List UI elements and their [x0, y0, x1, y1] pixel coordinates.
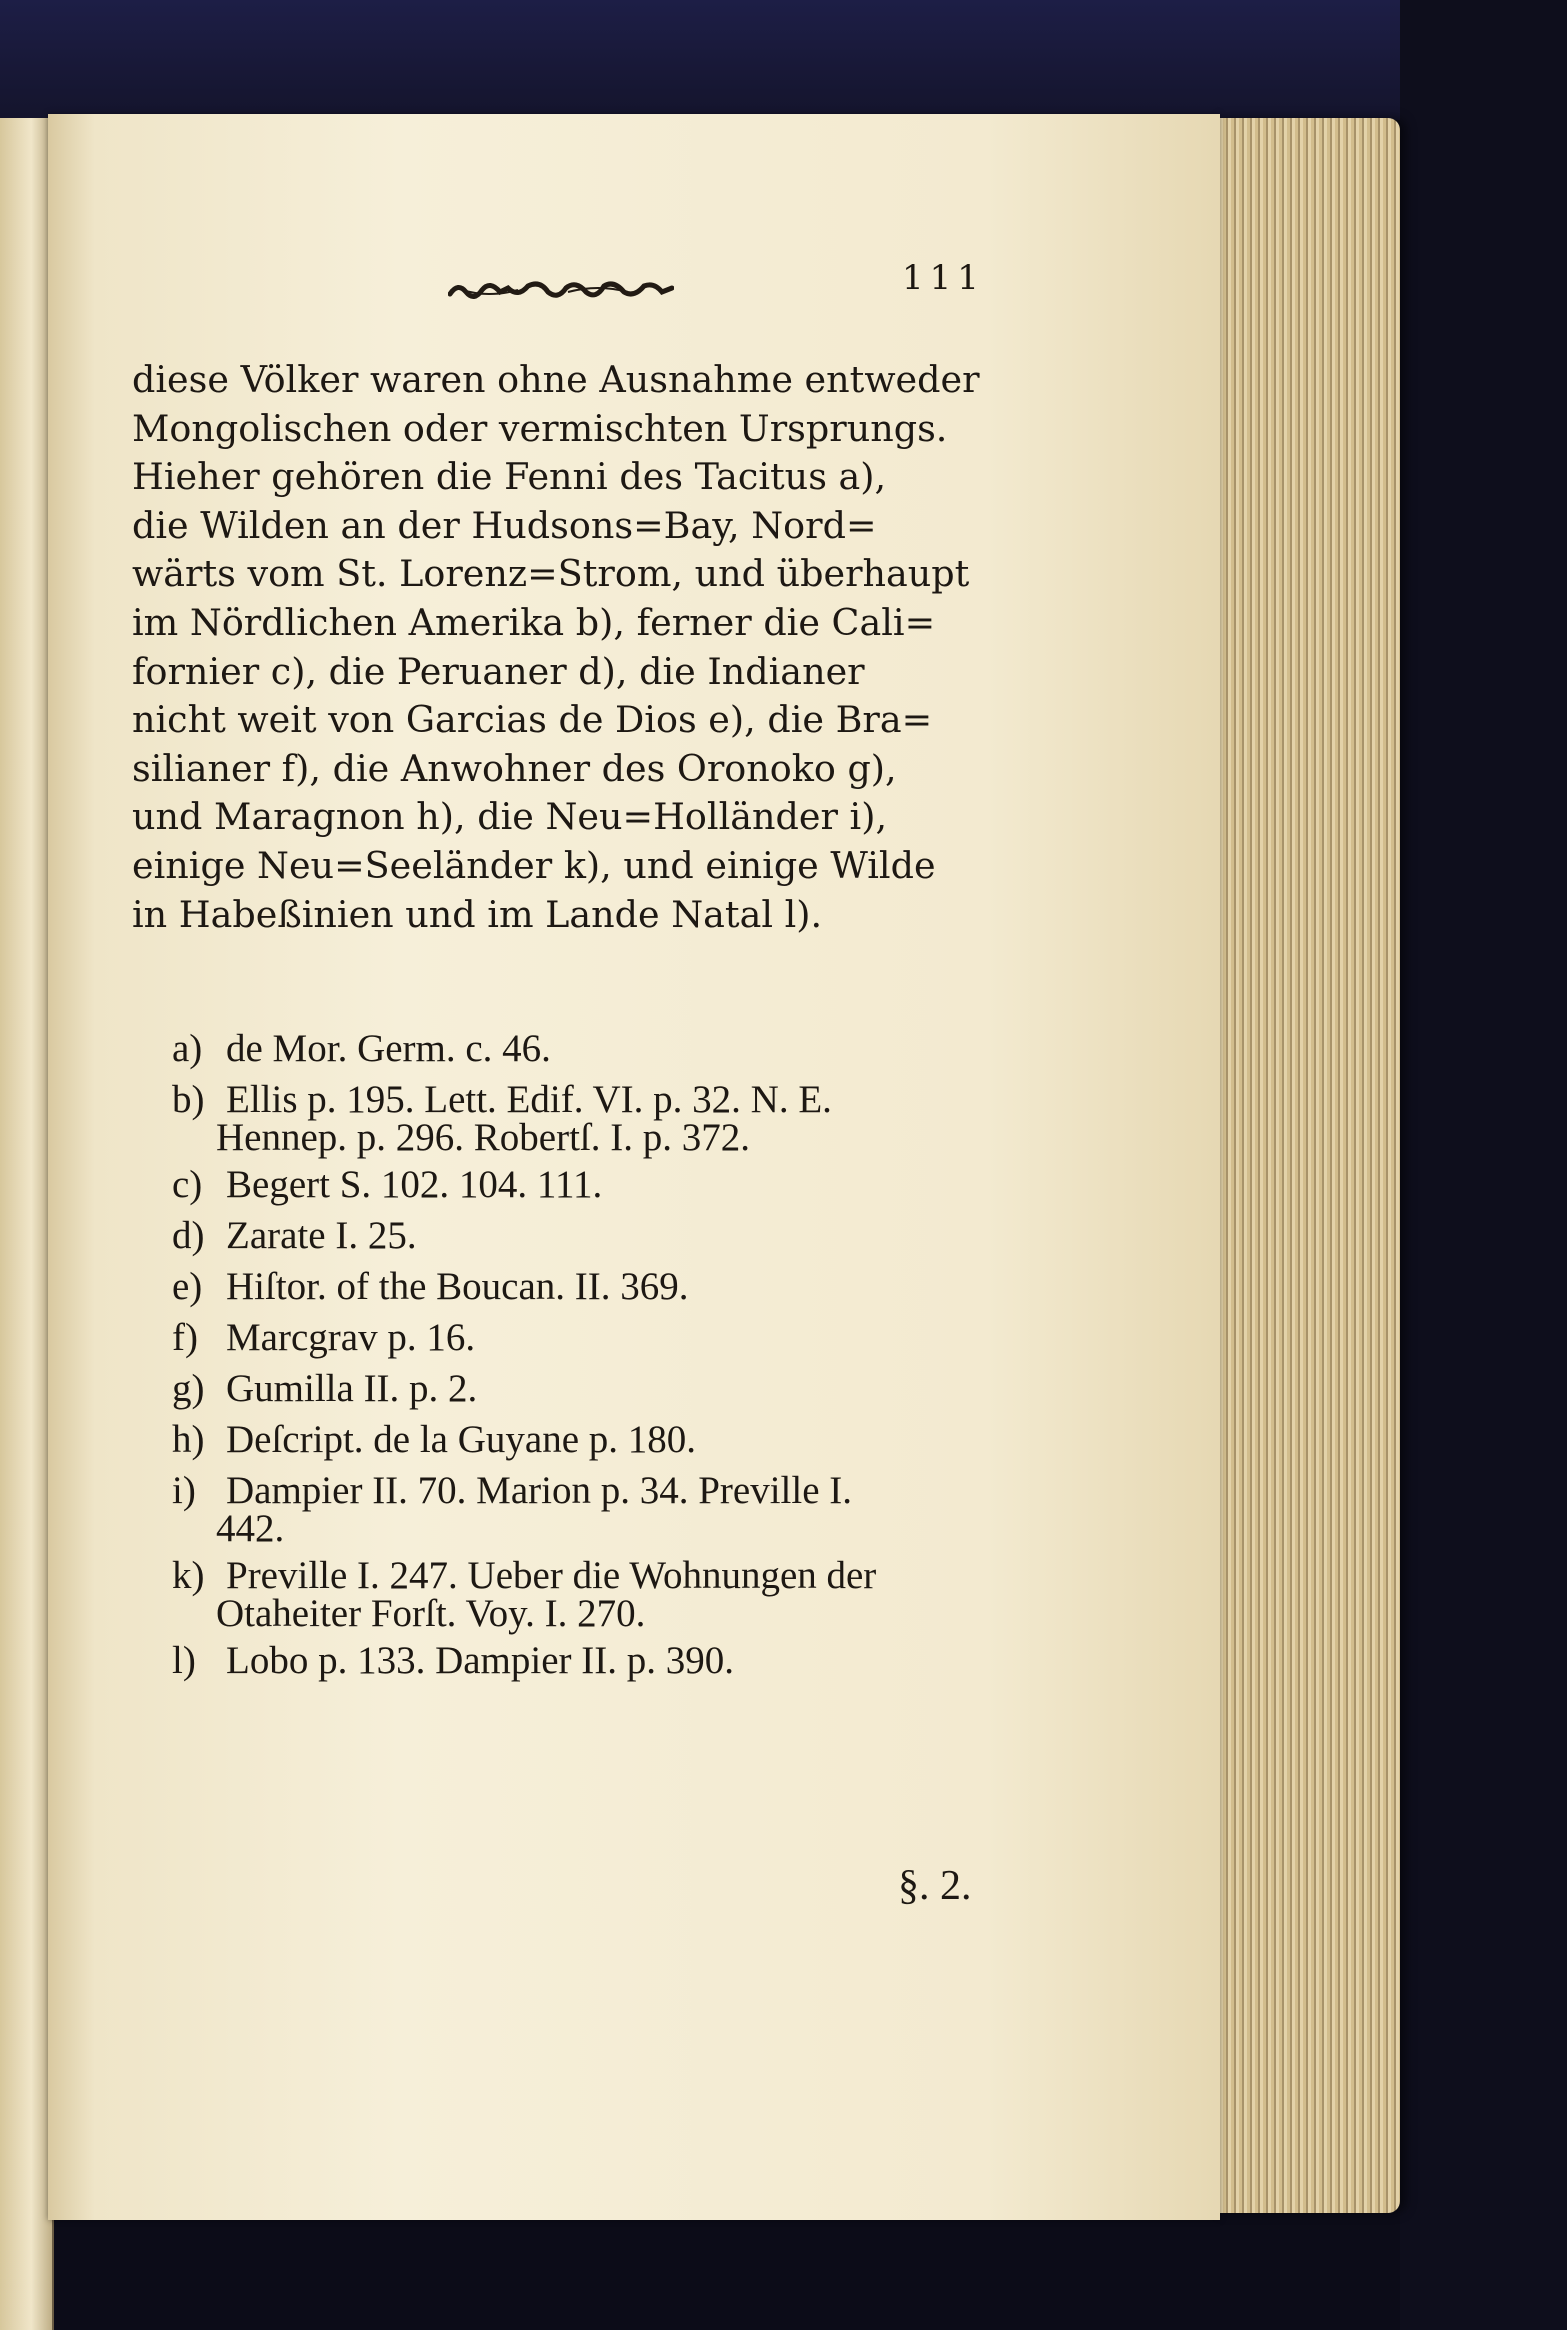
footnote-text: Dampier II. 70. Marion p. 34. Preville I.: [226, 1469, 853, 1512]
footnote-continuation: 442.: [216, 1507, 285, 1550]
footnote-k: [172, 1550, 1012, 1635]
body-line: nicht weit von Garcias de Dios e), die Bra=: [132, 698, 933, 742]
footnote-key: e): [172, 1265, 203, 1308]
footnotes: [172, 1023, 1012, 1686]
body-line: in Habeßinien und im Lande Natal l).: [132, 892, 823, 936]
footnote-text: Ellis p. 195. Lett. Edif. VI. p. 32. N. E.: [226, 1078, 832, 1121]
catchword: §. 2.: [898, 1863, 972, 1909]
footnote-key: h): [172, 1418, 205, 1461]
footnote-text: Hiſtor. of the Boucan. II. 369.: [226, 1265, 689, 1308]
footnote-h: [172, 1414, 1012, 1465]
footnote-c: [172, 1159, 1012, 1210]
book-page-edges: [1215, 118, 1400, 2213]
footnote-text: de Mor. Germ. c. 46.: [226, 1027, 551, 1070]
footnote-continuation: Hennep. p. 296. Robertſ. I. p. 372.: [216, 1116, 751, 1159]
header-ornament-icon: [448, 278, 674, 302]
footnote-text: Preville I. 247. Ueber die Wohnungen der: [226, 1554, 877, 1597]
footnote-text: Gumilla II. p. 2.: [226, 1367, 478, 1410]
footnote-text: Deſcript. de la Guyane p. 180.: [226, 1418, 697, 1461]
body-line: wärts vom St. Lorenz=Strom, und überhaupt: [132, 552, 970, 596]
footnote-i: [172, 1465, 1012, 1550]
body-paragraph: [132, 356, 1012, 939]
footnote-text: Zarate I. 25.: [226, 1214, 417, 1257]
body-line: Hieher gehören die Fenni des Tacitus a),: [132, 455, 887, 499]
footnote-f: [172, 1312, 1012, 1363]
footnote-a: [172, 1023, 1012, 1074]
footnote-key: k): [172, 1554, 205, 1597]
body-line: silianer f), die Anwohner des Oronoko g),: [132, 746, 897, 790]
footnote-key: g): [172, 1367, 205, 1410]
footnote-key: c): [172, 1163, 203, 1206]
body-line: fornier c), die Peruaner d), die Indianer: [132, 649, 865, 693]
body-line: und Maragnon h), die Neu=Holländer i),: [132, 795, 888, 839]
footnote-key: d): [172, 1214, 205, 1257]
footnote-g: [172, 1363, 1012, 1414]
footnote-e: [172, 1261, 1012, 1312]
footnote-key: f): [172, 1316, 198, 1359]
footnote-key: a): [172, 1027, 203, 1070]
facing-page-edge: [0, 118, 54, 2330]
page-number: 111: [902, 258, 985, 298]
scan-background-right: [1400, 0, 1567, 2330]
body-line: die Wilden an der Hudsons=Bay, Nord=: [132, 503, 877, 547]
footnote-continuation: Otaheiter Forſt. Voy. I. 270.: [216, 1592, 646, 1635]
footnote-key: l): [172, 1639, 196, 1682]
body-line: Mongolischen oder vermischten Ursprungs.: [132, 406, 948, 450]
body-line: diese Völker waren ohne Ausnahme entweder: [132, 358, 980, 401]
footnote-text: Begert S. 102. 104. 111.: [226, 1163, 603, 1206]
footnote-key: b): [172, 1078, 205, 1121]
footnote-b: [172, 1074, 1012, 1159]
footnote-d: [172, 1210, 1012, 1261]
footnote-key: i): [172, 1469, 196, 1512]
footnote-text: Marcgrav p. 16.: [226, 1316, 476, 1359]
body-line: im Nördlichen Amerika b), ferner die Cali=: [132, 600, 936, 644]
scan-background-top: [0, 0, 1567, 120]
body-line: einige Neu=Seeländer k), und einige Wilde: [132, 843, 936, 887]
footnote-text: Lobo p. 133. Dampier II. p. 390.: [226, 1639, 734, 1682]
footnote-l: [172, 1635, 1012, 1686]
